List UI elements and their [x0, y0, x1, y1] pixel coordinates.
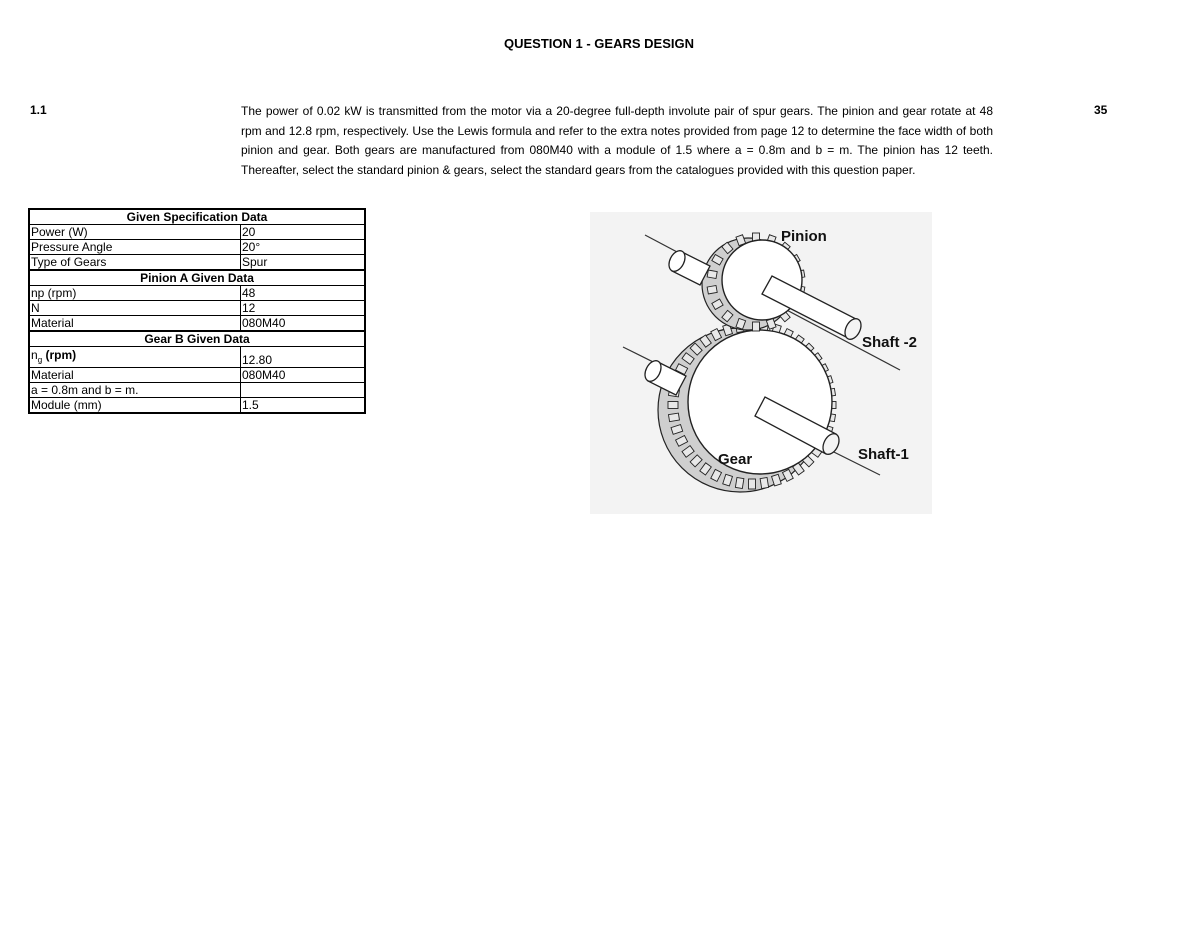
gear-tooth — [735, 478, 743, 489]
table-row — [29, 368, 365, 383]
section-spec-title: Given Specification Data — [29, 209, 365, 225]
gear-pair-figure — [590, 212, 932, 514]
gear-front-face — [688, 330, 832, 474]
ng-label — [29, 347, 241, 368]
gear-material-value: 080M40 — [241, 368, 366, 383]
table-row — [29, 383, 365, 398]
shaft-2-label: Shaft -2 — [862, 334, 918, 351]
pinion-material-label: Material — [29, 316, 241, 332]
ng-value: 12.80 — [241, 347, 366, 368]
shaft-1-label: Shaft-1 — [858, 446, 909, 463]
ab-label: a = 0.8m and b = m. — [29, 383, 241, 398]
ab-value — [241, 383, 366, 398]
pressure-angle-label: Pressure Angle — [29, 240, 241, 255]
table-section-header — [29, 331, 365, 347]
np-label: np (rpm) — [29, 286, 241, 301]
table-row — [29, 347, 365, 368]
table-row — [29, 316, 365, 332]
gear-tooth — [668, 413, 679, 421]
teeth-value: 12 — [241, 301, 366, 316]
section-pinion-title: Pinion A Given Data — [29, 270, 365, 286]
ng-label-unit: (rpm) — [42, 347, 77, 362]
module-value: 1.5 — [241, 398, 366, 414]
table-row — [29, 255, 365, 271]
question-number: 1.1 — [30, 103, 47, 117]
pinion-label: Pinion — [781, 228, 827, 245]
gear-material-label: Material — [29, 368, 241, 383]
ng-label-main: n — [31, 347, 38, 362]
pinion-tooth — [707, 285, 717, 293]
given-data-table — [28, 208, 366, 414]
np-value: 48 — [241, 286, 366, 301]
teeth-label: N — [29, 301, 241, 316]
pinion-tooth — [707, 270, 717, 278]
pressure-angle-value: 20° — [241, 240, 366, 255]
gear-label: Gear — [718, 451, 753, 468]
pinion-tooth — [753, 322, 760, 331]
gear-type-value: Spur — [241, 255, 366, 271]
table-section-header — [29, 209, 365, 225]
question-text: The power of 0.02 kW is transmitted from the motor via a 20-degree full-depth involute pair of spur gears. The pinion and gear rotate at 48 rpm and 12.8 rpm, respectively. Use the Lewis formula and refer to the extra notes provided from page 12 to determine the face width of both pinion and gear. Both gears are manufactured from 080M40 with a module of 1.5 where a = 0.8m and b = m. The pinion has 12 teeth. Thereafter, select the standard pinion & gears, select the standard gears from the catalogues provided with this question paper. — [241, 104, 993, 177]
table-row — [29, 240, 365, 255]
gear-type-label: Type of Gears — [29, 255, 241, 271]
module-label: Module (mm) — [29, 398, 241, 414]
table-row — [29, 398, 365, 414]
table-row — [29, 301, 365, 316]
gear-pair-drawing — [590, 212, 932, 514]
question-marks: 35 — [1094, 103, 1108, 117]
ng-label-sub: g — [37, 355, 43, 364]
power-value: 20 — [241, 225, 366, 240]
page-title: QUESTION 1 - GEARS DESIGN — [504, 36, 694, 51]
gear-tooth — [760, 478, 768, 489]
table-section-header — [29, 270, 365, 286]
gear-tooth — [668, 402, 678, 409]
table-row — [29, 225, 365, 240]
gear-tooth — [749, 479, 756, 489]
section-gear-title: Gear B Given Data — [29, 331, 365, 347]
power-label: Power (W) — [29, 225, 241, 240]
table-row — [29, 286, 365, 301]
pinion-material-value: 080M40 — [241, 316, 366, 332]
